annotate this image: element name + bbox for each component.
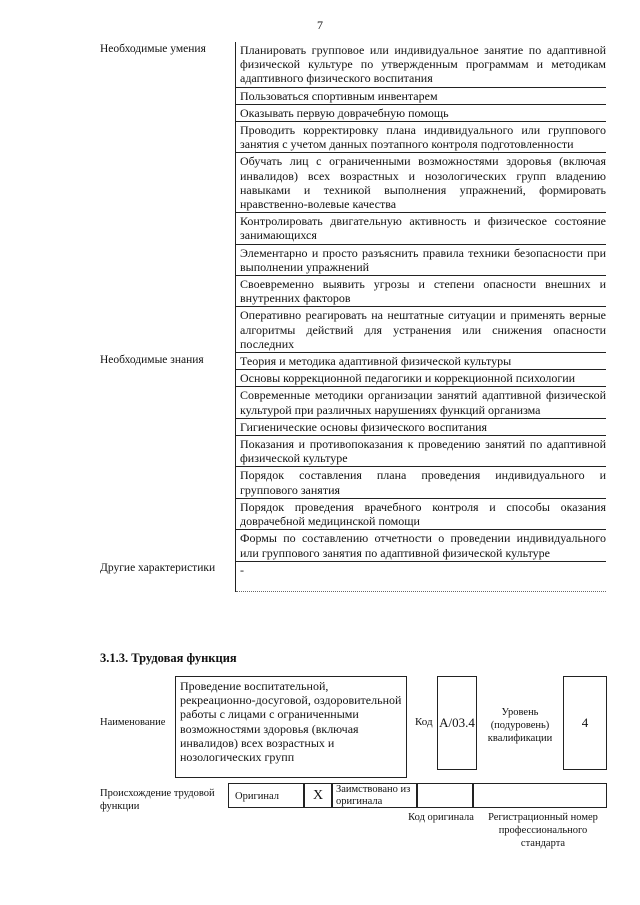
knowledge-item: Основы коррекционной педагогики и коррекционной психологии	[236, 370, 607, 387]
skill-item: Оказывать первую доврачебную помощь	[236, 104, 607, 121]
page-number: 7	[317, 18, 323, 32]
other-characteristics-value: -	[236, 561, 607, 591]
reg-number-caption: Регистрационный номер профессионального стандарта	[488, 812, 598, 849]
borrowed-cell	[332, 783, 417, 808]
reg-number-cell	[473, 783, 607, 808]
knowledge-item: Показания и противопоказания к проведению занятий по адаптивной физической культуре	[236, 436, 607, 467]
code-original-caption: Код оригинала	[408, 812, 474, 823]
knowledge-item: Гигиенические основы физического воспитания	[236, 418, 607, 435]
knowledge-item: Теория и методика адаптивной физической культуры	[236, 353, 607, 370]
skill-item: Оперативно реагировать на нештатные ситуации и применять верные алгоритмы действий для устранения или снижения опасности последних	[236, 307, 607, 353]
knowledge-item: Современные методики организации занятий адаптивной физической культурой при различных нарушениях функций организма	[236, 387, 607, 418]
skill-item: Планировать групповое или индивидуальное занятие по адаптивной физической культуре по утвержденным программам и методикам адаптивного физического воспитания	[236, 42, 607, 87]
requirements-table	[100, 42, 606, 592]
skill-item: Пользоваться спортивным инвентарем	[236, 87, 607, 104]
borrowed-label: Заимствовано из оригинала	[336, 784, 411, 807]
function-code-value: А/03.4	[437, 676, 477, 770]
original-cell	[228, 783, 304, 808]
skills-label: Необходимые умения	[100, 42, 236, 353]
qualification-level-value: 4	[563, 676, 607, 770]
function-name-value: Проведение воспитательной, рекреационно-досуговой, оздоровительной работы с лицами с ограниченными возможностями здоровья (включая инвалидов) всех возрастных и нозологических групп	[175, 676, 407, 778]
name-label: Наименование	[100, 717, 166, 728]
code-label: Код	[415, 716, 433, 728]
knowledge-item: Порядок проведения врачебного контроля и способы оказания доврачебной медицинской помощи	[236, 498, 607, 529]
skill-item: Обучать лиц с ограниченными возможностями здоровья (включая инвалидов) всех возрастных и нозологических групп владению навыками и техникой выполнения упражнений, формировать нравственно-волевые качества	[236, 153, 607, 213]
knowledge-label: Необходимые знания	[100, 353, 236, 562]
code-original-cell	[417, 783, 473, 808]
original-mark: X	[304, 783, 332, 808]
knowledge-item: Формы по составлению отчетности о проведении индивидуального или группового занятия по адаптивной физической культуре	[236, 530, 607, 561]
original-label: Оригинал	[235, 791, 279, 802]
skill-item: Проводить корректировку плана индивидуального или группового занятия с учетом данных поэтапного контроля подготовленности	[236, 122, 607, 153]
section-title: 3.1.3. Трудовая функция	[100, 651, 237, 665]
knowledge-item: Порядок составления плана проведения индивидуального и группового занятия	[236, 467, 607, 498]
origin-label: Происхождение трудовой функции	[100, 788, 215, 812]
other-characteristics-label: Другие характеристики	[100, 561, 236, 591]
skill-item: Своевременно выявить угрозы и степени опасности внешних и внутренних факторов	[236, 276, 607, 307]
skill-item: Элементарно и просто разъяснить правила техники безопасности при выполнении упражнений	[236, 244, 607, 275]
qualification-level-label: Уровень (подуровень) квалификации	[487, 707, 553, 744]
skill-item: Контролировать двигательную активность и физическое состояние занимающихся	[236, 213, 607, 244]
